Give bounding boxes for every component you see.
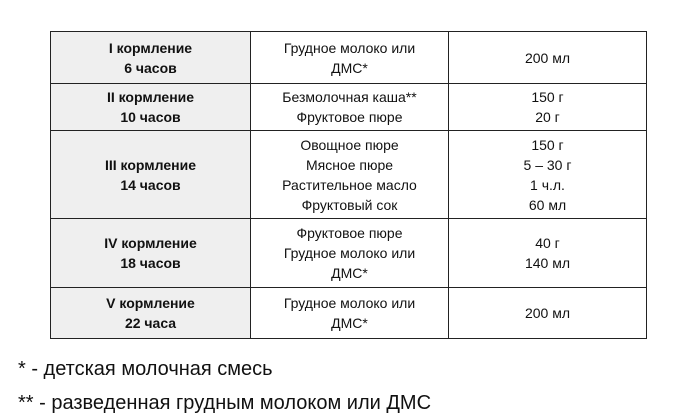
quantity-value: 140 мл [524, 255, 571, 271]
food-cell [251, 84, 449, 131]
feeding-schedule-table [50, 31, 647, 339]
meal-time: 10 часов [120, 109, 181, 125]
quantity-cell [449, 32, 647, 84]
meal-time: 22 часа [124, 315, 177, 331]
meal-name: II кормление [106, 89, 195, 105]
food-cell [251, 32, 449, 84]
table-row [51, 288, 647, 339]
food-item: Мясное пюре [305, 156, 394, 173]
food-item: Грудное молоко или [283, 245, 416, 261]
food-item: Овощное пюре [300, 136, 399, 153]
food-cell [251, 288, 449, 339]
meal-cell [51, 84, 251, 131]
meal-cell [51, 219, 251, 288]
meal-time: 6 часов [124, 59, 177, 76]
food-item: Фруктовое пюре [296, 225, 403, 241]
footnote: * - детская молочная смесь [18, 358, 273, 380]
food-item: Грудное молоко или [283, 295, 416, 311]
food-item: ДМС* [331, 59, 368, 76]
food-item: Фруктовое пюре [296, 109, 403, 125]
quantity-value: 5 – 30 г [523, 156, 572, 173]
table-row [51, 84, 647, 131]
quantity-value: 200 мл [524, 49, 571, 66]
quantity-value: 200 мл [524, 305, 571, 321]
quantity-value: 150 г [531, 89, 564, 105]
meal-name: I кормление [108, 39, 193, 56]
quantity-cell [449, 219, 647, 288]
quantity-value: 150 г [531, 136, 564, 153]
quantity-value: 40 г [535, 235, 560, 251]
food-item: Растительное масло [282, 176, 417, 193]
meal-name: V кормление [106, 295, 195, 311]
footnote: ** - разведенная грудным молоком или ДМС [18, 392, 432, 414]
food-item: Безмолочная каша** [282, 89, 417, 105]
meal-cell [51, 32, 251, 84]
quantity-cell [449, 288, 647, 339]
meal-cell [51, 131, 251, 219]
food-item: Фруктовый сок [301, 196, 398, 213]
food-item: ДМС* [331, 315, 368, 331]
meal-name: III кормление [105, 156, 196, 173]
table-row [51, 219, 647, 288]
meal-time: 18 часов [120, 255, 181, 271]
quantity-cell [449, 131, 647, 219]
quantity-value: 60 мл [528, 196, 567, 213]
food-cell [251, 219, 449, 288]
quantity-cell [449, 84, 647, 131]
food-cell [251, 131, 449, 219]
footnotes [18, 352, 431, 420]
meal-cell [51, 288, 251, 339]
table-row [51, 32, 647, 84]
table-row [51, 131, 647, 219]
meal-name: IV кормление [104, 235, 197, 251]
quantity-value: 20 г [535, 109, 560, 125]
meal-time: 14 часов [120, 176, 181, 193]
food-item: ДМС* [331, 265, 368, 281]
quantity-value: 1 ч.л. [530, 176, 565, 193]
food-item: Грудное молоко или [283, 39, 416, 56]
